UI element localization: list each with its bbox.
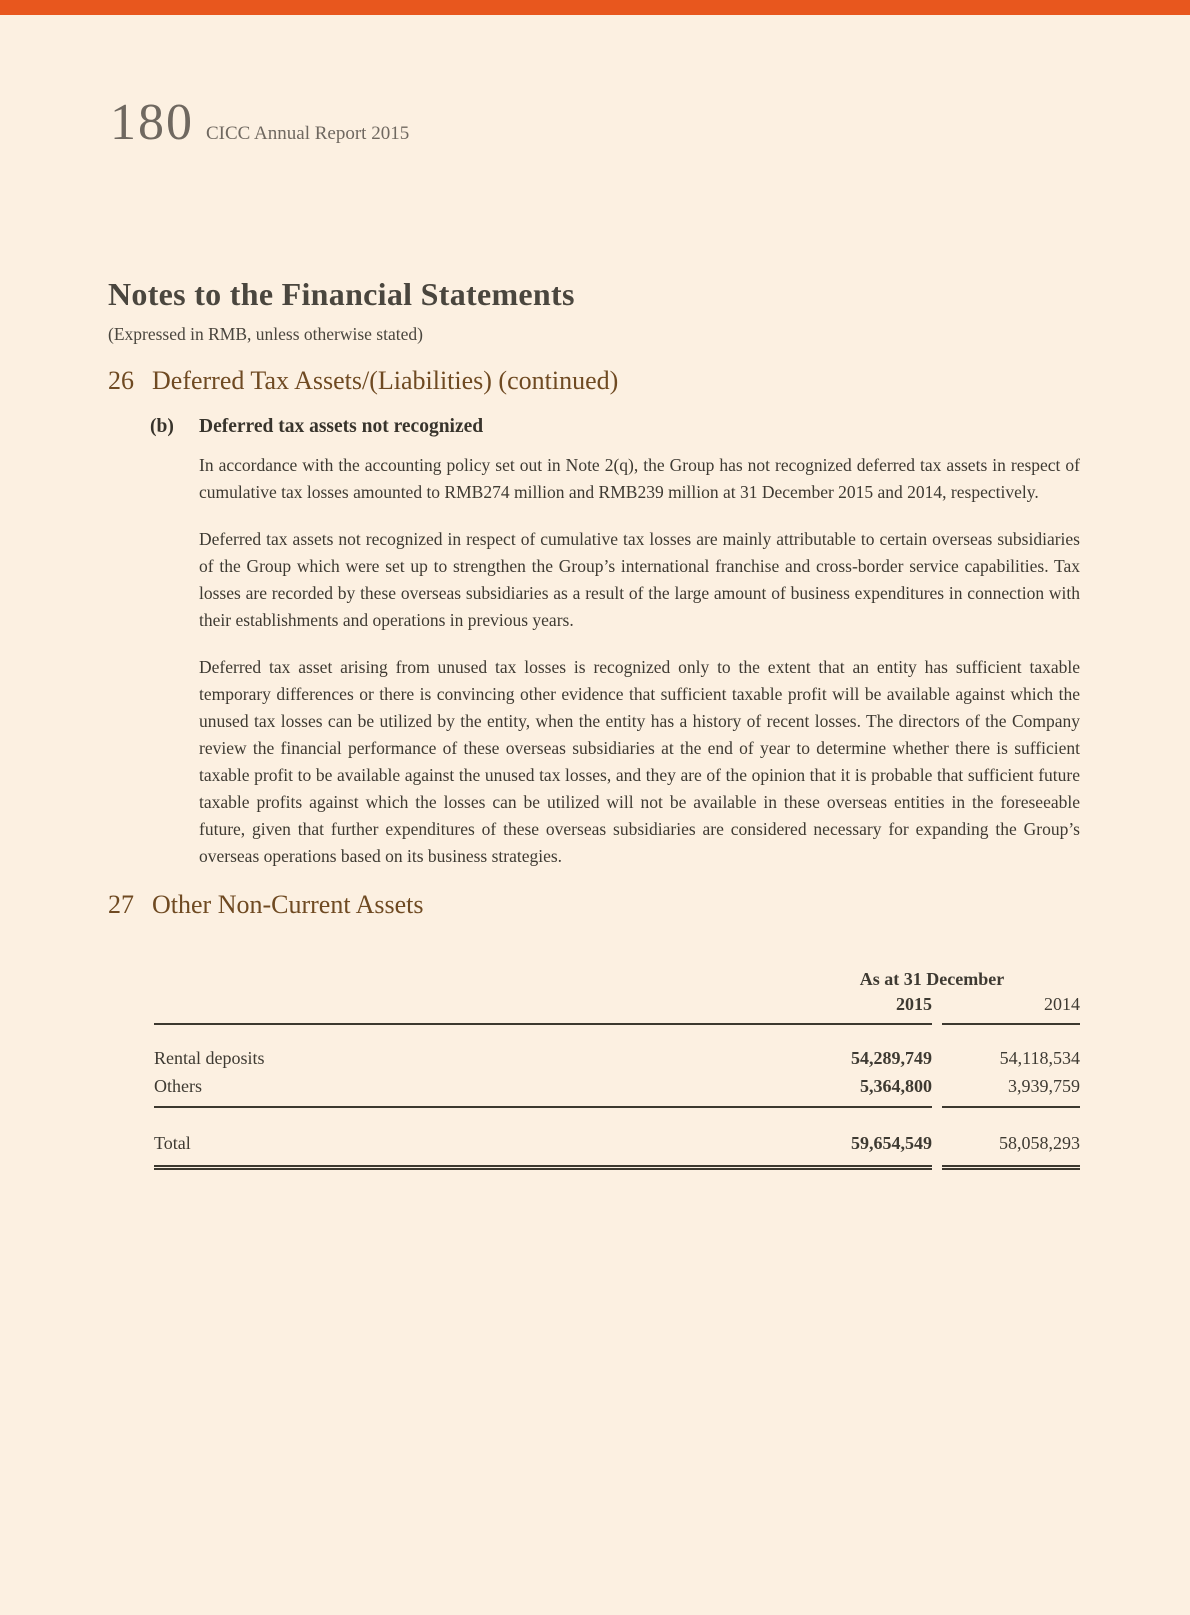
row-label: Rental deposits <box>154 1048 265 1068</box>
report-title: CICC Annual Report 2015 <box>206 123 410 144</box>
other-non-current-assets-table <box>154 968 1080 1170</box>
page-content <box>0 274 1190 1170</box>
table-row-total <box>154 1129 1080 1168</box>
section-27-heading <box>108 888 1080 922</box>
rental-deposits-2015-value: 54,289,749 <box>851 1048 932 1068</box>
paragraph-1: In accordance with the accounting policy set out in Note 2(q), the Group has not recognized deferred tax assets in respect of cumulative tax losses amounted to RMB274 million and RMB239 million at 31 December 2015 and 2014, respectively. <box>199 455 1080 502</box>
section-26-number: 26 <box>108 366 134 395</box>
document-subtitle: (Expressed in RMB, unless otherwise stated) <box>108 324 423 344</box>
col-header-2015: 2015 <box>784 994 932 1024</box>
section-27-title: Other Non-Current Assets <box>152 890 424 919</box>
table-spacer-row <box>154 1107 1080 1129</box>
top-accent-bar <box>0 0 1190 15</box>
section-27-number: 27 <box>108 890 134 919</box>
table-row-rental-deposits <box>154 1044 1080 1072</box>
table-group-header-row <box>154 968 1080 994</box>
total-2014-value: 58,058,293 <box>942 1129 1080 1168</box>
section-26-heading <box>108 364 1080 398</box>
paragraph-3: Deferred tax asset arising from unused tax losses is recognized only to the extent that an entity has sufficient taxable temporary differences or there is convincing other evidence that sufficient taxable profit will be available against which the unused tax losses can be utilized by the entity, when the entity has a history of recent losses. The directors of the Company review the financial performance of these overseas subsidiaries at the end of year to determine whether there is sufficient taxable profit to be available against the unused tax losses, and they are of the opinion that it is probable that sufficient future taxable profits against which the losses can be utilized will not be available in these overseas entities in the foreseeable future, given that further expenditures of these overseas subsidiaries are considered necessary for expanding the Group’s overseas operations based on its business strategies. <box>199 657 1080 866</box>
table-row-others <box>154 1072 1080 1107</box>
subsection-b-heading <box>150 414 1080 440</box>
total-2015-value: 59,654,549 <box>784 1129 932 1168</box>
table-year-header-row <box>154 994 1080 1024</box>
subsection-b-label: (b) <box>150 416 174 437</box>
paragraph-2: Deferred tax assets not recognized in respect of cumulative tax losses are mainly attributable to certain overseas subsidiaries of the Group which were set up to strengthen the Group’s international franchise and cross-border service capabilities. Tax losses are recorded by these overseas subsidiaries as a result of the large amount of business expenditures in connection with their establishments and operations in previous years. <box>199 529 1080 630</box>
document-title: Notes to the Financial Statements <box>108 276 575 312</box>
subsection-b-title: Deferred tax assets not recognized <box>199 416 484 437</box>
section-26-title: Deferred Tax Assets/(Liabilities) (continued) <box>152 366 619 395</box>
col-header-2014: 2014 <box>942 994 1080 1024</box>
page-number: 180 <box>110 94 194 151</box>
total-label: Total <box>154 1129 784 1168</box>
subsection-b-body <box>199 452 1080 870</box>
page-header <box>110 94 1190 151</box>
row-label: Others <box>154 1072 784 1107</box>
rental-deposits-2014-value: 54,118,534 <box>999 1048 1080 1068</box>
others-2015-value: 5,364,800 <box>784 1072 932 1107</box>
others-2014-value: 3,939,759 <box>942 1072 1080 1107</box>
as-at-31-december-header: As at 31 December <box>859 969 1005 989</box>
table-spacer-row <box>154 1024 1080 1044</box>
